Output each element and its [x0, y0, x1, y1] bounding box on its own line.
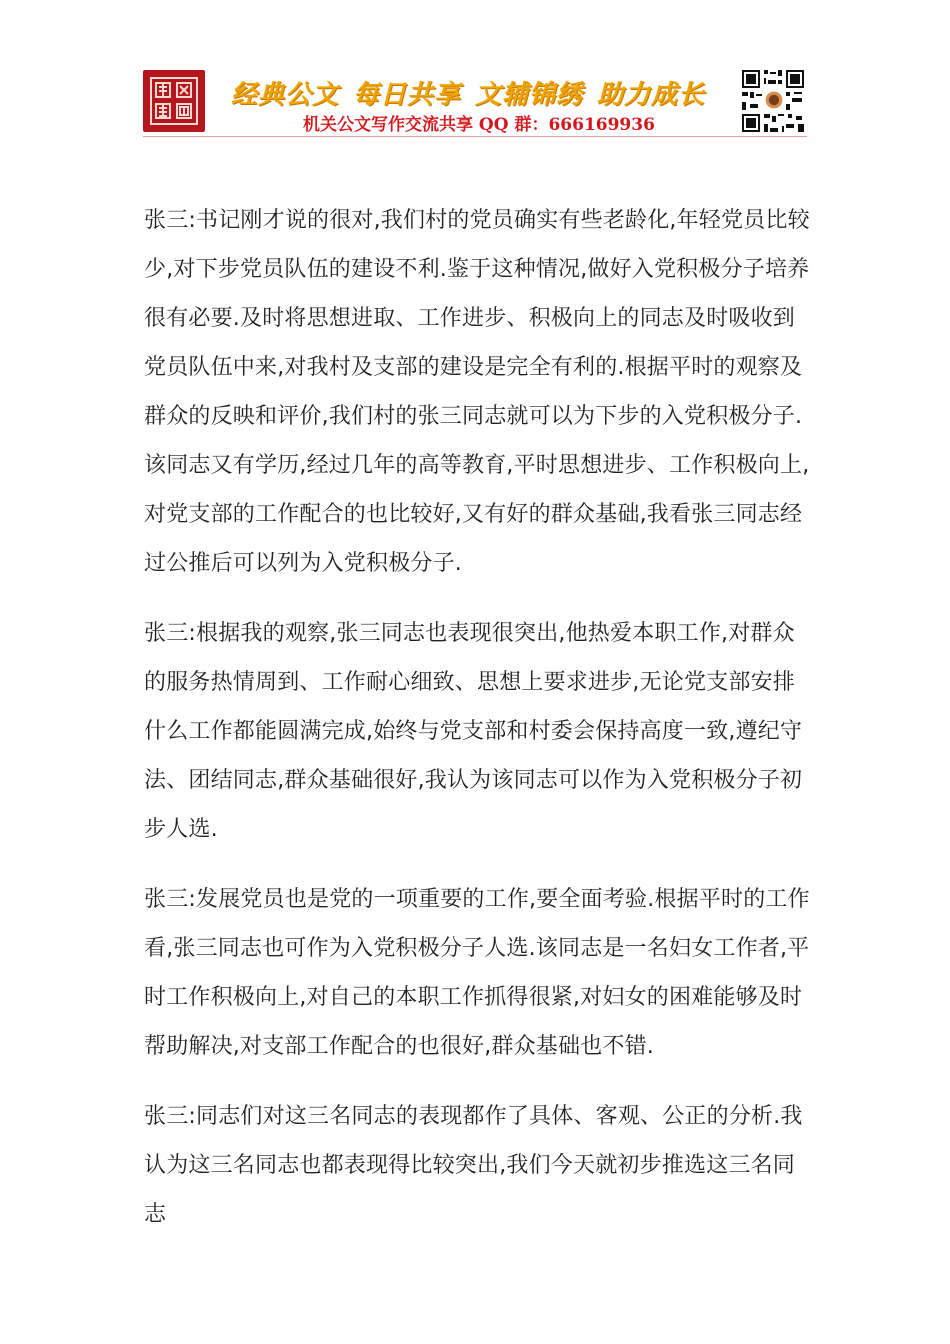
slogan — [231, 74, 731, 111]
slogan-2: 每日共享 — [353, 80, 462, 110]
paragraph: 张三:书记刚才说的很对,我们村的党员确实有些老龄化,年轻党员比较少,对下步党员队伍的建设不利.鉴于这种情况,做好入党积极分子培养很有必要.及时将思想进取、工作进步、积极向上的同志及时吸收到党员队伍中来,对我村及支部的建设是完全有利的.根据平时的观察及群众的反映和评价,我们村的张三同志就可以为下步的入党积极分子.该同志又有学历,经过几年的高等教育,平时思想进步、工作积极向上,对党支部的工作配合的也比较好,又有好的群众基础,我看张三同志经过公推后可以列为入党积极分子. — [144, 208, 810, 576]
seal-logo — [143, 70, 205, 132]
paragraph: 张三:发展党员也是党的一项重要的工作,要全面考验.根据平时的工作看,张三同志也可作为入党积极分子人选.该同志是一名妇女工作者,平时工作积极向上,对自己的本职工作抓得很紧,对妇女的困难能够及时帮助解决,对支部工作配合的也很好,群众基础也不错. — [144, 887, 810, 1059]
seal-glyph-icon — [146, 73, 202, 129]
header-divider — [143, 136, 807, 137]
header-banner — [143, 66, 807, 138]
paragraph: 张三:同志们对这三名同志的表现都作了具体、客观、公正的分析.我认为这三名同志也都表现得比较突出,我们今天就初步推选这三名同志 — [144, 1104, 803, 1227]
paragraph: 张三:根据我的观察,张三同志也表现很突出,他热爱本职工作,对群众的服务热情周到、工作耐心细致、思想上要求进步,无论党支部安排什么工作都能圆满完成,始终与党支部和村委会保持高度一致,遵纪守法、团结同志,群众基础很好,我认为该同志可以作为入党积极分子初步人选. — [144, 621, 803, 842]
slogan-3: 文辅锦绣 — [475, 80, 584, 110]
qr-code-icon — [740, 68, 806, 134]
qq-group-line: 机关公文写作交流共享 QQ 群：666169936 — [303, 115, 655, 135]
document-body — [144, 196, 816, 1260]
slogan-1: 经典公文 — [231, 80, 340, 110]
slogan-4: 助力成长 — [597, 80, 706, 110]
